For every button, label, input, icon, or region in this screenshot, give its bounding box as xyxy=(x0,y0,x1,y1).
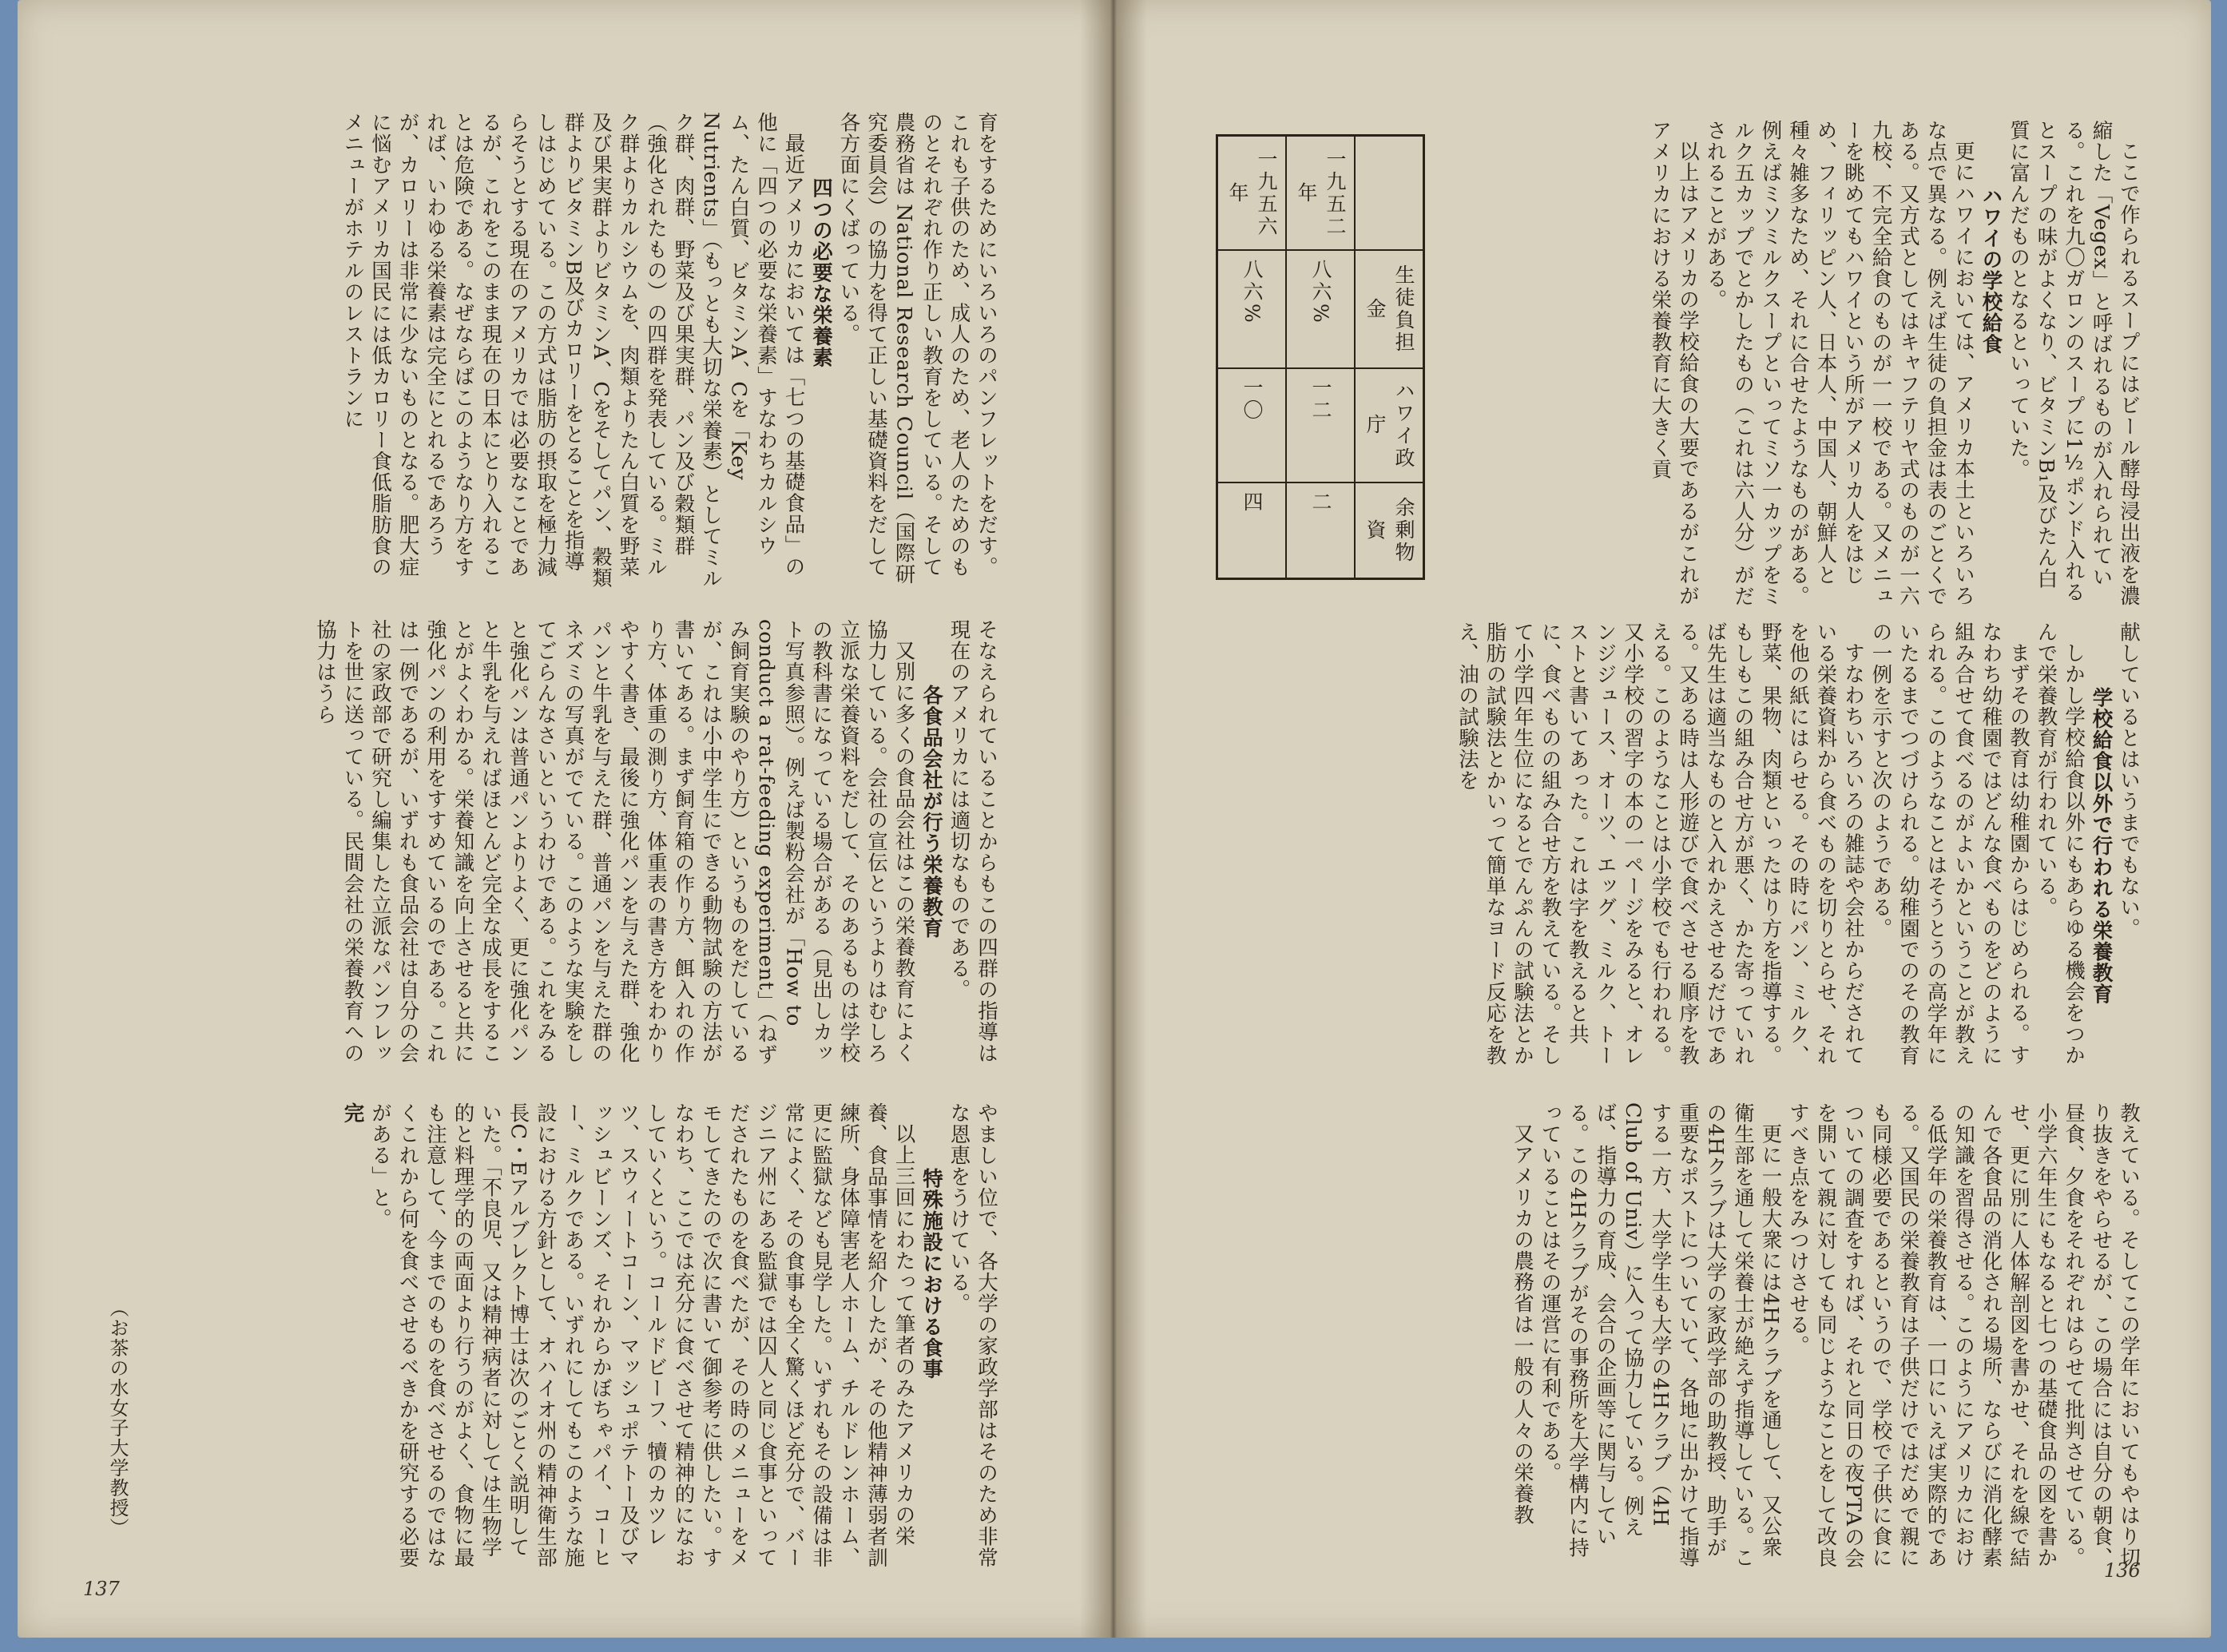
paragraph: まずその教育は幼稚園からはじめられる。すなわち幼稚園ではどんな食べものをどのように組み合せて食べるのがよいかということが教えられる。このようなことはそうとうの高学年にいたるまでつづけられる。幼稚園でのその教育の一例を示すと次のようである。 xyxy=(1868,621,2030,1066)
section-heading-special-facilities: 特殊施設における食事 xyxy=(919,1167,943,1380)
table-cell: 八六% xyxy=(1286,250,1355,368)
book-spread xyxy=(18,0,2211,1638)
paragraph: 又別に多くの食品会社はこの栄養教育によく協力している。会社の宣伝というよりはむしろ立派な栄養資料をだして、そのあるものは学校の教科書になっている場合がある（見出しカット写真参照）。例えば製粉会社が「How to conduct a rat-feeding experiment」（ねずみ飼育実験のやり方）というものをだしているが、これは小中学生にできる動物試験の方法が書いてある。まず飼育箱の作り方、餌入れの作り方、体重の測り方、体重表の書き方をわかりやすく書き、最後に強化パンを与えた群、強化パンと牛乳を与えた群、普通パンを与えた群のネズミの写真がでている。このような実験をしてごらんなさいというわけである。これをみると強化パンは普通パンよりよく、更に強化パンと牛乳を与えればほとんど完全な成長をすることがよくわかる。栄養知識を向上させると共に強化パンの利用をすすめているのである。これは一例であるが、いずれも食品会社は自分の会社の家政部で研究し編集した立派なパンフレットを世に送っている。民間会社の栄養教育への協力はうら xyxy=(313,619,916,1066)
paragraph: 更にハワイにおいては、アメリカ本土といろいろな点で異なる。例えば生徒の負担金は表のごとくである。又方式としてはキャフテリヤ式のものが一六九校、不完全給食のものが一一校である。又メニューを眺めてもハワイという所がアメリカ人をはじめ、フィリッピン人、日本人、中国人、朝鮮人と種々雑多なため、それに合せたようなものがある。例えばミソミルクスープといってミソ一カップをミルク五カップでとかしたもの（これは六人分）がだされることがある。 xyxy=(1703,120,1975,607)
page-number-left: 137 xyxy=(83,1578,120,1600)
table-row-label: ハワイ政庁 xyxy=(1355,368,1424,482)
section-heading-food-companies: 各食品会社が行う栄養教育 xyxy=(919,684,943,939)
section-heading-non-school: 学校給食以外で行われる栄養教育 xyxy=(2089,686,2114,1005)
paragraph: 最近アメリカにおいては「七つの基礎食品」の他に「四つの必要な栄養素」すなわちカルシウム、たん白質、ビタミンA、Cを「Key Nutrients」（もっとも大切な栄養素）としてミルク群、肉群、野菜及び果実群、パン及び穀類群（強化されたもの）の四群を発表している。ミルク群よりカルシウムを、肉類よりたん白質を野菜及び果実群よりビタミンA、Cをそしてパン、穀類群よりビタミンB及びカロリーをとることを指導しはじめている。この方式は脂肪の摂取を極力減らそうとする現在のアメリカでは必要なことであるが、これをこのまま現在の日本にとり入れることは危険である。なぜならばこのようなり方をすれば、いわゆる栄養素は完全にとれるであろうが、カロリーは非常に少ないものとなる。肥大症に悩むアメリカ国民には低カロリー食低脂肪食のメニューがホテルのレストランに xyxy=(340,112,806,590)
paragraph: 以上はアメリカの学校給食の大要であるがこれがアメリカにおける栄養教育に大きく貢 xyxy=(1648,120,1700,606)
right-middle-block xyxy=(1216,621,2142,1069)
left-middle-block xyxy=(73,619,1000,1082)
table-col-year: 一九五六年 xyxy=(1217,136,1287,251)
paragraph: 又アメリカの農務省は一般の人々の栄養教 xyxy=(1510,1122,1534,1525)
paragraph: 教えている。そしてこの学年においてもやはり切り抜きをやらせるが、この場合には自分の朝食、昼食、夕食をそれぞれはらせて批判させている。小学六年生にもなると七つの基礎食品の図を書かせ、更に別に人体解剖図を書かせ、それを線で結んで各食品の消化される場所、ならびに消化酵素の知識を習得させる。このようにアメリカにおける低学年の栄養教育は、一口にいえば実際的である。又国民の栄養教育は子供だけではだめで親にも同様必要であるというので、学校で子供に食についての調査をすれば、それと同日の夜PTAの会を開いて親に対しても同じようなことをして改良すべき点をみつけさせる。 xyxy=(1786,1102,2141,1570)
page-number-right: 136 xyxy=(2104,1559,2141,1582)
left-bottom-block xyxy=(97,1102,1000,1574)
end-mark: 完 xyxy=(340,1102,365,1124)
paragraph: 更に一般大衆には4Hクラブを通して、又公衆衛生部を通して栄養士が絶えず指導している。この4Hクラブは大学の家政学部の助教授、助手が重要なポストについていて、各地に出かけて指導する一方、大学学生も大学の4Hクラブ（4H Club of Univ）に入って協力している。例えば、指導力の育成、会合の企画等に関与している。この4Hクラブがその事務所を大学構内に持っていることはその運営に有利である。 xyxy=(1538,1102,1783,1568)
paragraph: やましい位で、各大学の家政学部はそのため非常な恩恵をうけている。 xyxy=(947,1102,998,1568)
section-heading-four-nutrients: 四つの必要な栄養素 xyxy=(809,177,833,368)
paragraph: 献しているとはいうまでもない。 xyxy=(2117,621,2141,939)
table-row-label: 余剰物資 xyxy=(1355,482,1424,578)
paragraph: 以上三回にわたって筆者のみたアメリカの栄養、食品事情を紹介したが、その他精神薄弱者訓練所、身体障害老人ホーム、チルドレンホーム、更に監獄なども見学した。いずれもその設備は非常によく、その食事も全く驚くほど充分で、バージニア州にある監獄では囚人と同じ食事といってだされたものを食べたが、その時のメニューをメモしてきたので次に書いて御参考に供したい。すなわち、ここでは充分に食べさせて精神的になおしていくという。コールドビーフ、犢のカツレツ、スウィートコーン、マッシュポテトー及びマッシュビーンズ、それからかぼちゃパイ、コーヒー、ミルクである。いずれにしてもこのような施設における方針として、オハイオ州の精神衛生部長C・Eアルブレクト博士は次のごとく説明していた。「不良児、又は精神病者に対しては生物学的と料理学的の両面より行うのがよく、食物に最も注意して、今までのものを食べさせるのではなくこれから何を食べさせるべきかを研究する必要がある」と。 xyxy=(368,1102,916,1568)
table-cell: 八六% xyxy=(1217,250,1287,368)
table-col-year: 一九五二年 xyxy=(1286,136,1355,251)
author-attribution: （お茶の水女子大学教授） xyxy=(106,1298,129,1538)
paragraph: 育をするためにいろいろのパンフレットをだす。これも子供のため、成人のため、老人のためのものとそれぞれ作り正しい教育をしている。そして農務省は National Research Council（国際研究委員会）の協力を得て正しい基礎資料をだして各方面にくばっている。 xyxy=(836,112,998,586)
right-top-block xyxy=(1639,120,2142,607)
paragraph: そなえられていることからもこの四群の指導は現在のアメリカには適切なものである。 xyxy=(947,619,998,1064)
table-row-label: 生徒負担金 xyxy=(1355,250,1424,368)
paragraph: すなわちいろいろの雑誌や会社からだされている栄養資料から食べものを切りとらせ、それを他の紙にはらせる。その時にパン、ミルク、野菜、果物、肉類といったはり方を指導する。もしもこの組み合せ方が悪く、かた寄っていれば先生は適当なものと入れかえさせるだけである。又ある時は人形遊びで食べさせる順序を教える。このようなことは小学校でも行われる。又小学校の習字の本の一ページをみると、オレンジジュース、オーツ、エッグ、ミルク、トーストと書いてあった。これは字を教えると共に、食べものの組み合せ方を教えている。そして小学四年生位になるとでんぷんの試験法とか脂肪の試験法とかいって簡単なヨード反応を教え、油の試験法を xyxy=(1455,621,1865,1066)
book-gutter xyxy=(1080,0,1147,1638)
right-bottom-block xyxy=(1216,1102,2142,1574)
table-cell: 一〇 xyxy=(1217,368,1287,482)
table-cell: 四 xyxy=(1217,482,1287,578)
section-heading-hawaii: ハワイの学校給食 xyxy=(1979,185,2003,355)
paragraph: しかし学校給食以外にもあらゆる機会をつかんで栄養教育が行われている。 xyxy=(2034,621,2086,1066)
table-cell: 二 xyxy=(1286,482,1355,578)
table-cell: 一二 xyxy=(1286,368,1355,482)
table-header-blank xyxy=(1355,136,1424,251)
hawaii-cost-table xyxy=(1216,134,1425,580)
paragraph: ここで作られるスープにはビール酵母浸出液を濃縮した「Vegex」と呼ばれるものが入れられている。これを九〇ガロンのスープに1½ポンド入れるとスープの味がよくなり、ビタミンB₁及びたん白質に富んだものとなるといっていた。 xyxy=(2007,120,2141,606)
left-top-block xyxy=(73,112,1000,591)
